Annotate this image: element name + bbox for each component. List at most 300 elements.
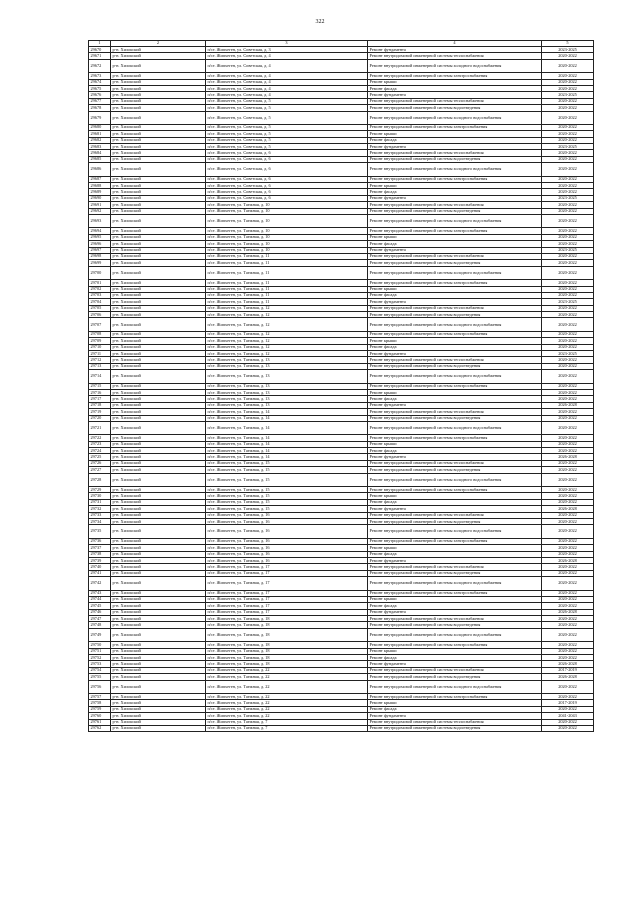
row-number-cell: 29738 <box>89 551 111 557</box>
address-cell: п/ст. Жипхеген, ул. Таежная, д. 16 <box>206 557 368 563</box>
period-cell: 2020-2022 <box>542 98 594 104</box>
district-cell: р-н. Хилокский <box>111 441 206 447</box>
period-cell: 2020-2022 <box>542 622 594 628</box>
district-cell: р-н. Хилокский <box>111 79 206 85</box>
address-cell: п/ст. Жипхеген, ул. Таежная, д. 22 <box>206 713 368 719</box>
period-cell: 2020-2022 <box>542 183 594 189</box>
address-cell: п/ст. Жипхеген, ул. Таежная, д. 14 <box>206 454 368 460</box>
address-cell: п/ст. Жипхеген, ул. Таежная, д. 10 <box>206 214 368 227</box>
period-cell: 2017-2019 <box>542 700 594 706</box>
period-cell: 2020-2022 <box>542 357 594 363</box>
row-number-cell: 29729 <box>89 487 111 493</box>
address-cell: п/ст. Жипхеген, ул. Таежная, д. 13 <box>206 357 368 363</box>
period-cell: 2020-2022 <box>542 409 594 415</box>
district-cell: р-н. Хилокский <box>111 73 206 79</box>
address-cell: п/ст. Жипхеген, ул. Таежная, д. 16 <box>206 512 368 518</box>
district-cell: р-н. Хилокский <box>111 208 206 214</box>
work-type-cell: Ремонт крыши <box>368 338 542 344</box>
row-number-cell: 29701 <box>89 280 111 286</box>
row-number-cell: 29733 <box>89 512 111 518</box>
address-cell: п/ст. Жипхеген, ул. Таежная, д. 22 <box>206 700 368 706</box>
district-cell: р-н. Хилокский <box>111 603 206 609</box>
row-number-cell: 29671 <box>89 53 111 59</box>
table-row <box>89 111 594 124</box>
row-number-cell: 29718 <box>89 402 111 408</box>
period-cell: 2020-2022 <box>542 706 594 712</box>
address-cell: п/ст. Жипхеген, ул. Советская, д. 4 <box>206 53 368 59</box>
row-number-cell: 29708 <box>89 331 111 337</box>
period-cell: 2023-2025 <box>542 92 594 98</box>
work-type-cell: Ремонт внутридомовой инженерной системы водоотведения <box>368 105 542 111</box>
district-cell: р-н. Хилокский <box>111 519 206 525</box>
row-number-cell: 29698 <box>89 253 111 259</box>
work-type-cell: Ремонт фундамента <box>368 454 542 460</box>
district-cell: р-н. Хилокский <box>111 706 206 712</box>
period-cell: 2020-2022 <box>542 596 594 602</box>
district-cell: р-н. Хилокский <box>111 545 206 551</box>
period-cell: 2020-2022 <box>542 73 594 79</box>
work-type-cell: Ремонт внутридомовой инженерной системы электроснабжения <box>368 228 542 234</box>
district-cell: р-н. Хилокский <box>111 512 206 518</box>
row-number-cell: 29704 <box>89 299 111 305</box>
row-number-cell: 29709 <box>89 338 111 344</box>
row-number-cell: 29746 <box>89 609 111 615</box>
work-type-cell: Ремонт внутридомовой инженерной системы водоотведения <box>368 725 542 731</box>
district-cell: р-н. Хилокский <box>111 713 206 719</box>
district-cell: р-н. Хилокский <box>111 53 206 59</box>
work-type-cell: Ремонт крыши <box>368 79 542 85</box>
work-type-cell: Ремонт внутридомовой инженерной системы водоотведения <box>368 570 542 576</box>
district-cell: р-н. Хилокский <box>111 286 206 292</box>
row-number-cell: 29694 <box>89 228 111 234</box>
period-cell: 2020-2022 <box>542 415 594 421</box>
row-number-cell: 29750 <box>89 642 111 648</box>
row-number-cell: 29761 <box>89 719 111 725</box>
work-type-cell: Ремонт фундамента <box>368 661 542 667</box>
address-cell: п/ст. Жипхеген, ул. Советская, д. 6 <box>206 183 368 189</box>
period-cell: 2020-2022 <box>542 616 594 622</box>
district-cell: р-н. Хилокский <box>111 596 206 602</box>
table-body <box>89 47 594 732</box>
period-cell: 2020-2022 <box>542 214 594 227</box>
address-cell: п/ст. Жипхеген, ул. Таежная, д. 13 <box>206 389 368 395</box>
period-cell: 2020-2022 <box>542 519 594 525</box>
work-type-cell: Ремонт фундамента <box>368 47 542 53</box>
address-cell: п/ст. Жипхеген, ул. Таежная, д. 10 <box>206 208 368 214</box>
district-cell: р-н. Хилокский <box>111 247 206 253</box>
work-type-cell: Ремонт внутридомовой инженерной системы холодного водоснабжения <box>368 318 542 331</box>
period-cell: 2020-2022 <box>542 370 594 383</box>
district-cell: р-н. Хилокский <box>111 363 206 369</box>
work-type-cell: Ремонт внутридомовой инженерной системы теплоснабжения <box>368 616 542 622</box>
district-cell: р-н. Хилокский <box>111 189 206 195</box>
address-cell: п/ст. Жипхеген, ул. Таежная, д. 15 <box>206 473 368 486</box>
row-number-cell: 29749 <box>89 628 111 641</box>
period-cell: 2020-2022 <box>542 363 594 369</box>
address-cell: п/ст. Жипхеген, ул. Таежная, д. 7 <box>206 725 368 731</box>
period-cell: 2020-2022 <box>542 473 594 486</box>
column-header: 5 <box>542 41 594 47</box>
row-number-cell: 29727 <box>89 467 111 473</box>
period-cell: 2020-2022 <box>542 570 594 576</box>
period-cell: 2020-2022 <box>542 693 594 699</box>
table-row <box>89 473 594 486</box>
row-number-cell: 29722 <box>89 435 111 441</box>
period-cell: 2020-2022 <box>542 131 594 137</box>
address-cell: п/ст. Жипхеген, ул. Советская, д. 4 <box>206 85 368 91</box>
address-cell: п/ст. Жипхеген, ул. Таежная, д. 17 <box>206 590 368 596</box>
district-cell: р-н. Хилокский <box>111 183 206 189</box>
row-number-cell: 29691 <box>89 202 111 208</box>
work-type-cell: Ремонт внутридомовой инженерной системы электроснабжения <box>368 331 542 337</box>
period-cell: 2020-2022 <box>542 421 594 434</box>
address-cell: п/ст. Жипхеген, ул. Советская, д. 6 <box>206 176 368 182</box>
work-type-cell: Ремонт внутридомовой инженерной системы теплоснабжения <box>368 305 542 311</box>
district-cell: р-н. Хилокский <box>111 389 206 395</box>
address-cell: п/ст. Жипхеген, ул. Таежная, д. 16 <box>206 545 368 551</box>
work-type-cell: Ремонт фундамента <box>368 351 542 357</box>
address-cell: п/ст. Жипхеген, ул. Таежная, д. 22 <box>206 693 368 699</box>
work-type-cell: Ремонт внутридомовой инженерной системы водоотведения <box>368 363 542 369</box>
period-cell: 2020-2022 <box>542 487 594 493</box>
district-cell: р-н. Хилокский <box>111 680 206 693</box>
table-row <box>89 318 594 331</box>
period-cell: 2023-2025 <box>542 195 594 201</box>
row-number-cell: 29723 <box>89 441 111 447</box>
address-cell: п/ст. Жипхеген, ул. Таежная, д. 15 <box>206 467 368 473</box>
work-type-cell: Ремонт внутридомовой инженерной системы холодного водоснабжения <box>368 266 542 279</box>
work-type-cell: Ремонт фасада <box>368 603 542 609</box>
address-cell: п/ст. Жипхеген, ул. Таежная, д. 22 <box>206 674 368 680</box>
district-cell: р-н. Хилокский <box>111 105 206 111</box>
row-number-cell: 29739 <box>89 557 111 563</box>
district-cell: р-н. Хилокский <box>111 176 206 182</box>
row-number-cell: 29758 <box>89 700 111 706</box>
work-type-cell: Ремонт фундамента <box>368 713 542 719</box>
row-number-cell: 29720 <box>89 415 111 421</box>
district-cell: р-н. Хилокский <box>111 150 206 156</box>
address-cell: п/ст. Жипхеген, ул. Советская, д. 4 <box>206 92 368 98</box>
address-cell: п/ст. Жипхеген, ул. Таежная, д. 16 <box>206 551 368 557</box>
work-type-cell: Ремонт внутридомовой инженерной системы холодного водоснабжения <box>368 370 542 383</box>
row-number-cell: 29745 <box>89 603 111 609</box>
period-cell: 2026-2028 <box>542 506 594 512</box>
period-cell: 2020-2022 <box>542 105 594 111</box>
address-cell: п/ст. Жипхеген, ул. Таежная, д. 17 <box>206 577 368 590</box>
work-type-cell: Ремонт внутридомовой инженерной системы электроснабжения <box>368 383 542 389</box>
address-cell: п/ст. Жипхеген, ул. Таежная, д. 22 <box>206 680 368 693</box>
address-cell: п/ст. Жипхеген, ул. Таежная, д. 22 <box>206 706 368 712</box>
period-cell: 2020-2022 <box>542 189 594 195</box>
period-cell: 2023-2025 <box>542 299 594 305</box>
work-type-cell: Ремонт внутридомовой инженерной системы холодного водоснабжения <box>368 628 542 641</box>
address-cell: п/ст. Жипхеген, ул. Таежная, д. 14 <box>206 435 368 441</box>
district-cell: р-н. Хилокский <box>111 409 206 415</box>
work-type-cell: Ремонт внутридомовой инженерной системы электроснабжения <box>368 435 542 441</box>
work-type-cell: Ремонт внутридомовой инженерной системы теплоснабжения <box>368 667 542 673</box>
address-cell: п/ст. Жипхеген, ул. Советская, д. 5 <box>206 144 368 150</box>
table-row <box>89 214 594 227</box>
work-type-cell: Ремонт внутридомовой инженерной системы электроснабжения <box>368 693 542 699</box>
address-cell: п/ст. Жипхеген, ул. Таежная, д. 13 <box>206 370 368 383</box>
period-cell: 2020-2022 <box>542 286 594 292</box>
work-type-cell: Ремонт фундамента <box>368 247 542 253</box>
work-type-cell: Ремонт внутридомовой инженерной системы водоотведения <box>368 415 542 421</box>
district-cell: р-н. Хилокский <box>111 202 206 208</box>
period-cell: 2041-2043 <box>542 713 594 719</box>
period-cell: 2020-2022 <box>542 305 594 311</box>
district-cell: р-н. Хилокский <box>111 506 206 512</box>
address-cell: п/ст. Жипхеген, ул. Таежная, д. 15 <box>206 506 368 512</box>
period-cell: 2020-2022 <box>542 680 594 693</box>
work-type-cell: Ремонт фасада <box>368 706 542 712</box>
district-cell: р-н. Хилокский <box>111 655 206 661</box>
column-header: 4 <box>368 41 542 47</box>
period-cell: 2020-2022 <box>542 460 594 466</box>
row-number-cell: 29703 <box>89 292 111 298</box>
district-cell: р-н. Хилокский <box>111 661 206 667</box>
address-cell: п/ст. Жипхеген, ул. Таежная, д. 13 <box>206 383 368 389</box>
period-cell: 2023-2025 <box>542 47 594 53</box>
work-type-cell: Ремонт фасада <box>368 241 542 247</box>
address-cell: п/ст. Жипхеген, ул. Таежная, д. 12 <box>206 312 368 318</box>
district-cell: р-н. Хилокский <box>111 487 206 493</box>
row-number-cell: 29740 <box>89 564 111 570</box>
work-type-cell: Ремонт внутридомовой инженерной системы теплоснабжения <box>368 98 542 104</box>
district-cell: р-н. Хилокский <box>111 124 206 130</box>
row-number-cell: 29683 <box>89 144 111 150</box>
work-type-cell: Ремонт фасада <box>368 189 542 195</box>
address-cell: п/ст. Жипхеген, ул. Таежная, д. 14 <box>206 441 368 447</box>
period-cell: 2026-2028 <box>542 609 594 615</box>
district-cell: р-н. Хилокский <box>111 454 206 460</box>
address-cell: п/ст. Жипхеген, ул. Таежная, д. 11 <box>206 260 368 266</box>
work-type-cell: Ремонт внутридомовой инженерной системы электроснабжения <box>368 590 542 596</box>
district-cell: р-н. Хилокский <box>111 396 206 402</box>
period-cell: 2020-2022 <box>542 344 594 350</box>
address-cell: п/ст. Жипхеген, ул. Таежная, д. 14 <box>206 448 368 454</box>
work-type-cell: Ремонт внутридомовой инженерной системы электроснабжения <box>368 538 542 544</box>
district-cell: р-н. Хилокский <box>111 383 206 389</box>
period-cell: 2020-2022 <box>542 564 594 570</box>
district-cell: р-н. Хилокский <box>111 538 206 544</box>
district-cell: р-н. Хилокский <box>111 648 206 654</box>
work-type-cell: Ремонт внутридомовой инженерной системы теплоснабжения <box>368 357 542 363</box>
work-type-cell: Ремонт внутридомовой инженерной системы водоотведения <box>368 467 542 473</box>
period-cell: 2020-2022 <box>542 59 594 72</box>
work-type-cell: Ремонт фундамента <box>368 144 542 150</box>
period-cell: 2020-2022 <box>542 396 594 402</box>
row-number-cell: 29747 <box>89 616 111 622</box>
district-cell: р-н. Хилокский <box>111 564 206 570</box>
address-cell: п/ст. Жипхеген, ул. Таежная, д. 12 <box>206 344 368 350</box>
work-type-cell: Ремонт крыши <box>368 131 542 137</box>
address-cell: п/ст. Жипхеген, ул. Таежная, д. 15 <box>206 487 368 493</box>
work-type-cell: Ремонт фундамента <box>368 92 542 98</box>
district-cell: р-н. Хилокский <box>111 266 206 279</box>
address-cell: п/ст. Жипхеген, ул. Таежная, д. 18 <box>206 628 368 641</box>
period-cell: 2020-2022 <box>542 590 594 596</box>
district-cell: р-н. Хилокский <box>111 305 206 311</box>
period-cell: 2020-2022 <box>542 318 594 331</box>
period-cell: 2020-2022 <box>542 266 594 279</box>
district-cell: р-н. Хилокский <box>111 421 206 434</box>
work-type-cell: Ремонт внутридомовой инженерной системы водоотведения <box>368 519 542 525</box>
address-cell: п/ст. Жипхеген, ул. Советская, д. 5 <box>206 124 368 130</box>
row-number-cell: 29752 <box>89 655 111 661</box>
district-cell: р-н. Хилокский <box>111 214 206 227</box>
period-cell: 2020-2022 <box>542 137 594 143</box>
row-number-cell: 29744 <box>89 596 111 602</box>
address-cell: п/ст. Жипхеген, ул. Таежная, д. 10 <box>206 228 368 234</box>
district-cell: р-н. Хилокский <box>111 609 206 615</box>
work-type-cell: Ремонт внутридомовой инженерной системы холодного водоснабжения <box>368 214 542 227</box>
row-number-cell: 29681 <box>89 131 111 137</box>
row-number-cell: 29695 <box>89 234 111 240</box>
address-cell: п/ст. Жипхеген, ул. Таежная, д. 16 <box>206 525 368 538</box>
address-cell: п/ст. Жипхеген, ул. Таежная, д. 16 <box>206 519 368 525</box>
address-cell: п/ст. Жипхеген, ул. Советская, д. 6 <box>206 195 368 201</box>
row-number-cell: 29686 <box>89 163 111 176</box>
row-number-cell: 29757 <box>89 693 111 699</box>
address-cell: п/ст. Жипхеген, ул. Таежная, д. 10 <box>206 202 368 208</box>
district-cell: р-н. Хилокский <box>111 195 206 201</box>
district-cell: р-н. Хилокский <box>111 577 206 590</box>
row-number-cell: 29760 <box>89 713 111 719</box>
address-cell: п/ст. Жипхеген, ул. Советская, д. 5 <box>206 137 368 143</box>
district-cell: р-н. Хилокский <box>111 473 206 486</box>
row-number-cell: 29726 <box>89 460 111 466</box>
work-type-cell: Ремонт фундамента <box>368 195 542 201</box>
period-cell: 2020-2022 <box>542 176 594 182</box>
address-cell: п/ст. Жипхеген, ул. Таежная, д. 18 <box>206 642 368 648</box>
district-cell: р-н. Хилокский <box>111 144 206 150</box>
table-row <box>89 628 594 641</box>
table-row <box>89 421 594 434</box>
district-cell: р-н. Хилокский <box>111 338 206 344</box>
period-cell: 2020-2022 <box>542 628 594 641</box>
work-type-cell: Ремонт крыши <box>368 234 542 240</box>
work-type-cell: Ремонт крыши <box>368 545 542 551</box>
repair-schedule-table <box>88 40 594 732</box>
row-number-cell: 29705 <box>89 305 111 311</box>
address-cell: п/ст. Жипхеген, ул. Таежная, д. 17 <box>206 609 368 615</box>
district-cell: р-н. Хилокский <box>111 131 206 137</box>
district-cell: р-н. Хилокский <box>111 241 206 247</box>
period-cell: 2020-2022 <box>542 725 594 731</box>
district-cell: р-н. Хилокский <box>111 551 206 557</box>
address-cell: п/ст. Жипхеген, ул. Таежная, д. 11 <box>206 280 368 286</box>
address-cell: п/ст. Жипхеген, ул. Таежная, д. 12 <box>206 351 368 357</box>
address-cell: п/ст. Жипхеген, ул. Таежная, д. 10 <box>206 241 368 247</box>
period-cell: 2026-2028 <box>542 661 594 667</box>
district-cell: р-н. Хилокский <box>111 525 206 538</box>
period-cell: 2020-2022 <box>542 512 594 518</box>
row-number-cell: 29697 <box>89 247 111 253</box>
period-cell: 2020-2022 <box>542 156 594 162</box>
district-cell: р-н. Хилокский <box>111 700 206 706</box>
period-cell: 2020-2022 <box>542 603 594 609</box>
address-cell: п/ст. Жипхеген, ул. Советская, д. 4 <box>206 79 368 85</box>
district-cell: р-н. Хилокский <box>111 499 206 505</box>
table-row <box>89 680 594 693</box>
table-row <box>89 163 594 176</box>
work-type-cell: Ремонт внутридомовой инженерной системы холодного водоснабжения <box>368 473 542 486</box>
address-cell: п/ст. Жипхеген, ул. Таежная, д. 18 <box>206 655 368 661</box>
row-number-cell: 29680 <box>89 124 111 130</box>
address-cell: п/ст. Жипхеген, ул. Советская, д. 4 <box>206 59 368 72</box>
work-type-cell: Ремонт внутридомовой инженерной системы электроснабжения <box>368 280 542 286</box>
row-number-cell: 29728 <box>89 473 111 486</box>
period-cell: 2020-2022 <box>542 280 594 286</box>
period-cell: 2020-2022 <box>542 338 594 344</box>
address-cell: п/ст. Жипхеген, ул. Таежная, д. 12 <box>206 318 368 331</box>
table-row <box>89 525 594 538</box>
row-number-cell: 29670 <box>89 47 111 53</box>
work-type-cell: Ремонт внутридомовой инженерной системы холодного водоснабжения <box>368 59 542 72</box>
row-number-cell: 29734 <box>89 519 111 525</box>
work-type-cell: Ремонт внутридомовой инженерной системы водоотведения <box>368 208 542 214</box>
period-cell: 2020-2022 <box>542 253 594 259</box>
row-number-cell: 29677 <box>89 98 111 104</box>
period-cell: 2026-2028 <box>542 454 594 460</box>
district-cell: р-н. Хилокский <box>111 163 206 176</box>
district-cell: р-н. Хилокский <box>111 357 206 363</box>
work-type-cell: Ремонт внутридомовой инженерной системы теплоснабжения <box>368 719 542 725</box>
work-type-cell: Ремонт внутридомовой инженерной системы водоотведения <box>368 156 542 162</box>
address-cell: п/ст. Жипхеген, ул. Таежная, д. 13 <box>206 363 368 369</box>
work-type-cell: Ремонт фасада <box>368 448 542 454</box>
row-number-cell: 29678 <box>89 105 111 111</box>
work-type-cell: Ремонт внутридомовой инженерной системы электроснабжения <box>368 124 542 130</box>
period-cell: 2026-2028 <box>542 557 594 563</box>
row-number-cell: 29754 <box>89 667 111 673</box>
row-number-cell: 29675 <box>89 85 111 91</box>
address-cell: п/ст. Жипхеген, ул. Таежная, д. 14 <box>206 409 368 415</box>
district-cell: р-н. Хилокский <box>111 493 206 499</box>
period-cell: 2020-2022 <box>542 383 594 389</box>
work-type-cell: Ремонт фасада <box>368 85 542 91</box>
work-type-cell: Ремонт фундамента <box>368 506 542 512</box>
row-number-cell: 29724 <box>89 448 111 454</box>
column-header: 1 <box>89 41 111 47</box>
row-number-cell: 29735 <box>89 525 111 538</box>
address-cell: п/ст. Жипхеген, ул. Таежная, д. 18 <box>206 622 368 628</box>
address-cell: п/ст. Жипхеген, ул. Таежная, д. 22 <box>206 667 368 673</box>
address-cell: п/ст. Жипхеген, ул. Таежная, д. 13 <box>206 396 368 402</box>
period-cell: 2020-2022 <box>542 467 594 473</box>
address-cell: п/ст. Жипхеген, ул. Таежная, д. 12 <box>206 331 368 337</box>
address-cell: п/ст. Жипхеген, ул. Таежная, д. 18 <box>206 661 368 667</box>
period-cell: 2020-2022 <box>542 551 594 557</box>
district-cell: р-н. Хилокский <box>111 111 206 124</box>
row-number-cell: 29688 <box>89 183 111 189</box>
address-cell: п/ст. Жипхеген, ул. Советская, д. 5 <box>206 98 368 104</box>
work-type-cell: Ремонт внутридомовой инженерной системы холодного водоснабжения <box>368 525 542 538</box>
row-number-cell: 29693 <box>89 214 111 227</box>
address-cell: п/ст. Жипхеген, ул. Таежная, д. 11 <box>206 286 368 292</box>
address-cell: п/ст. Жипхеген, ул. Таежная, д. 10 <box>206 247 368 253</box>
address-cell: п/ст. Жипхеген, ул. Таежная, д. 11 <box>206 299 368 305</box>
table-row <box>89 725 594 731</box>
district-cell: р-н. Хилокский <box>111 674 206 680</box>
row-number-cell: 29737 <box>89 545 111 551</box>
work-type-cell: Ремонт фасада <box>368 551 542 557</box>
district-cell: р-н. Хилокский <box>111 85 206 91</box>
row-number-cell: 29751 <box>89 648 111 654</box>
address-cell: п/ст. Жипхеген, ул. Таежная, д. 10 <box>206 234 368 240</box>
address-cell: п/ст. Жипхеген, ул. Советская, д. 5 <box>206 111 368 124</box>
